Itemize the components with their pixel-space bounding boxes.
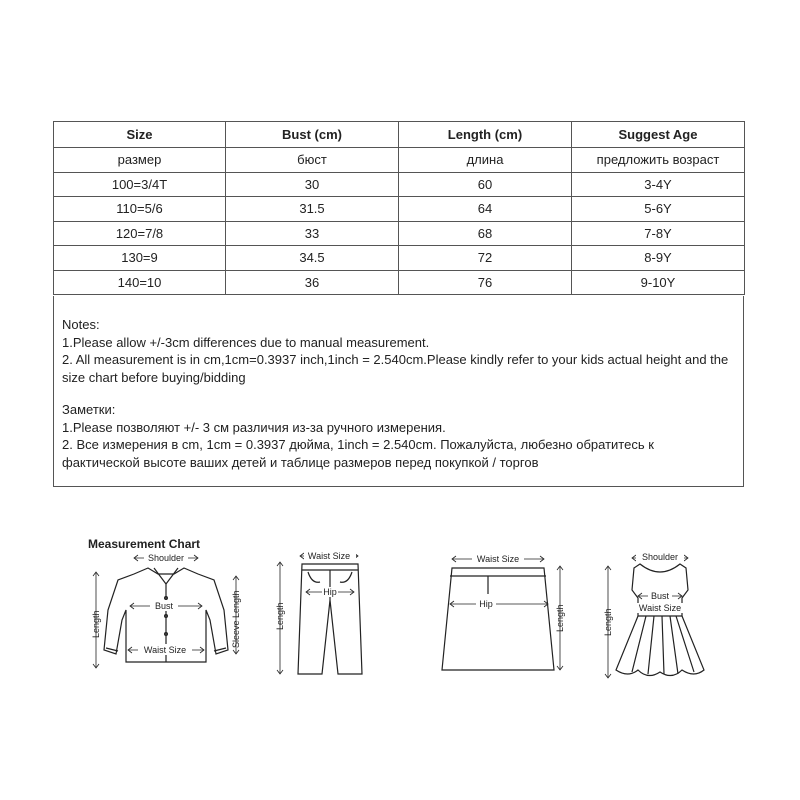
table-cell: 9-10Y bbox=[572, 270, 745, 295]
table-cell: 64 bbox=[399, 197, 572, 222]
shirt-sleeve-label: Sleeve Length bbox=[231, 590, 241, 648]
table-cell: 120=7/8 bbox=[54, 221, 226, 246]
table-cell: 130=9 bbox=[54, 246, 226, 271]
header-size: Size bbox=[54, 122, 226, 148]
dress-waist-label: Waist Size bbox=[638, 603, 682, 613]
table-row bbox=[54, 246, 745, 271]
notes-box bbox=[53, 296, 744, 487]
table-cell: 36 bbox=[226, 270, 399, 295]
table-cell: 76 bbox=[399, 270, 572, 295]
skirt-length-label: Length bbox=[555, 604, 565, 632]
table-cell: 31.5 bbox=[226, 197, 399, 222]
note-ru-2: 2. Все измерения в cm, 1cm = 0.3937 дюйма, 1inch = 2.540cm. Пожалуйста, любезно обратитесь к фактической высоте ваших детей и таблице размеров перед покупкой / торгов bbox=[62, 437, 654, 470]
table-row bbox=[54, 197, 745, 222]
table-cell: 8-9Y bbox=[572, 246, 745, 271]
measurement-chart-title: Measurement Chart bbox=[88, 537, 201, 551]
ru-header-age: предложить возраст bbox=[572, 148, 745, 173]
note-ru-1: 1.Please позволяют +/- 3 см различия из-за ручного измерения. bbox=[62, 419, 446, 435]
table-cell: 7-8Y bbox=[572, 221, 745, 246]
skirt-waist-label: Waist Size bbox=[476, 554, 520, 564]
shirt-shoulder-label: Shoulder bbox=[147, 553, 185, 563]
table-cell: 33 bbox=[226, 221, 399, 246]
table-cell: 110=5/6 bbox=[54, 197, 226, 222]
dress-bust-label: Bust bbox=[650, 591, 670, 601]
table-cell: 34.5 bbox=[226, 246, 399, 271]
note-en-1: 1.Please allow +/-3cm differences due to manual measurement. bbox=[62, 334, 430, 350]
ru-header-bust: бюст bbox=[226, 148, 399, 173]
table-cell: 60 bbox=[399, 172, 572, 197]
table-row bbox=[54, 221, 745, 246]
ru-header-size: размер bbox=[54, 148, 226, 173]
pants-diagram bbox=[270, 550, 370, 680]
header-bust: Bust (cm) bbox=[226, 122, 399, 148]
notes-title: Notes: bbox=[62, 317, 100, 332]
table-cell: 3-4Y bbox=[572, 172, 745, 197]
dress-length-label: Length bbox=[603, 608, 613, 636]
header-age: Suggest Age bbox=[572, 122, 745, 148]
pants-hip-label: Hip bbox=[323, 587, 337, 597]
header-length: Length (cm) bbox=[399, 122, 572, 148]
table-header-row bbox=[54, 122, 745, 148]
ru-header-length: длина bbox=[399, 148, 572, 173]
skirt-diagram bbox=[430, 550, 570, 680]
notes-title-ru: Заметки: bbox=[62, 402, 116, 417]
table-row bbox=[54, 270, 745, 295]
note-en-2: 2. All measurement is in cm,1cm=0.3937 inch,1inch = 2.540cm.Please kindly refer to your kids actual height and the size chart before buying/bidding bbox=[62, 352, 729, 385]
shirt-waist-label: Waist Size bbox=[143, 645, 187, 655]
table-cell: 72 bbox=[399, 246, 572, 271]
shirt-bust-label: Bust bbox=[154, 601, 174, 611]
shirt-diagram bbox=[86, 550, 246, 680]
dress-diagram bbox=[598, 550, 718, 685]
table-cell: 140=10 bbox=[54, 270, 226, 295]
size-table bbox=[53, 121, 745, 295]
table-cell: 100=3/4T bbox=[54, 172, 226, 197]
table-row bbox=[54, 172, 745, 197]
pants-length-label: Length bbox=[275, 602, 285, 630]
dress-shoulder-label: Shoulder bbox=[641, 552, 679, 562]
table-row bbox=[54, 148, 745, 173]
pants-waist-label: Waist Size bbox=[307, 551, 351, 561]
shirt-length-label: Length bbox=[91, 610, 101, 638]
table-cell: 30 bbox=[226, 172, 399, 197]
table-cell: 68 bbox=[399, 221, 572, 246]
skirt-hip-label: Hip bbox=[479, 599, 493, 609]
table-cell: 5-6Y bbox=[572, 197, 745, 222]
